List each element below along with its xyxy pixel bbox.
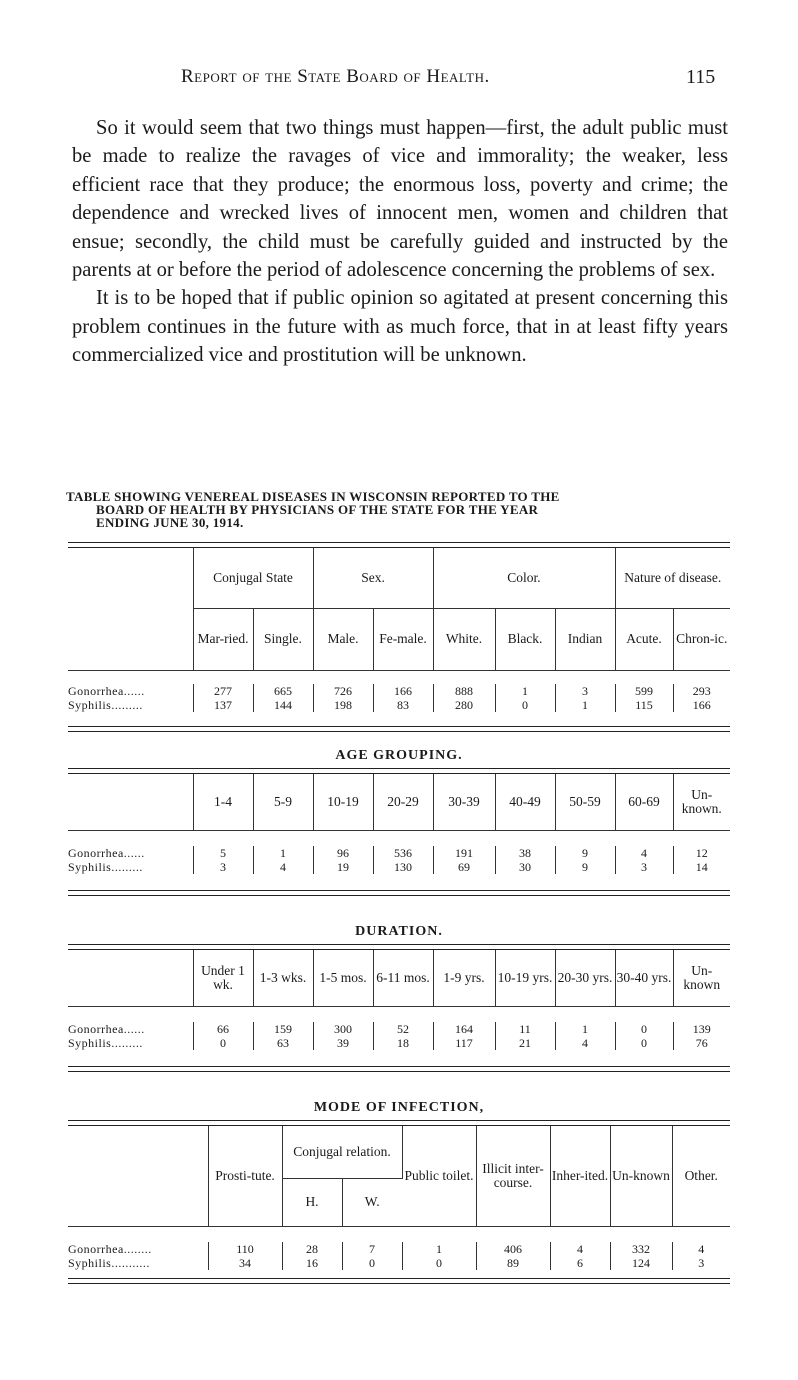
cell: 406 — [476, 1242, 550, 1256]
section-title: DURATION. — [355, 924, 443, 939]
group-color: Color. — [433, 548, 615, 608]
cell: 5 — [193, 846, 253, 860]
cell: 9 — [555, 846, 615, 860]
caption-line: ENDING JUNE 30, 1914. — [96, 515, 244, 530]
column-header: Illicit inter-course. — [476, 1126, 550, 1226]
table-row — [68, 1242, 730, 1256]
data-table — [68, 548, 730, 726]
column-header: White. — [433, 608, 495, 670]
cell: 130 — [373, 860, 433, 874]
column-header: 1-9 yrs. — [433, 950, 495, 1006]
table-row — [68, 860, 730, 874]
stub-cell — [68, 774, 193, 830]
cell: 4 — [698, 1241, 705, 1256]
cell: 300 — [313, 1022, 373, 1036]
cell: 4 — [550, 1242, 610, 1256]
cell: 332 — [610, 1242, 672, 1256]
cell: 280 — [433, 698, 495, 712]
cell: 166 — [373, 684, 433, 698]
table-row — [68, 684, 730, 698]
cell: 7 — [342, 1242, 402, 1256]
table-duration — [68, 924, 730, 1072]
cell: 3 — [193, 860, 253, 874]
column-header: 20-29 — [373, 774, 433, 830]
cell: 28 — [282, 1242, 342, 1256]
row-label: Gonorrhea...... — [68, 684, 193, 698]
column-header: Single. — [253, 608, 313, 670]
cell: 3 — [555, 684, 615, 698]
column-header: Mar-ried. — [193, 608, 253, 670]
cell: 0 — [342, 1256, 402, 1270]
cell: 89 — [476, 1256, 550, 1270]
cell: 34 — [208, 1256, 282, 1270]
column-header: Prosti-tute. — [208, 1126, 282, 1226]
row-label: Gonorrhea........ — [68, 1242, 208, 1256]
cell: 3 — [615, 860, 673, 874]
cell: 139 — [692, 1021, 711, 1036]
cell: 12 — [695, 845, 708, 860]
page-number: 115 — [686, 66, 716, 88]
group-conjugal-relation: Conjugal relation. — [282, 1126, 402, 1178]
cell: 6 — [550, 1256, 610, 1270]
cell: 83 — [373, 698, 433, 712]
cell: 16 — [282, 1256, 342, 1270]
cell: 4 — [615, 846, 673, 860]
paragraph: It is to be hoped that if public opinion so agitated at present concerning this problem continues in the future with as much force, that in at least fifty years commercialized vice and prostitution will be unknown. — [72, 287, 728, 367]
cell: 1 — [402, 1242, 476, 1256]
cell: 166 — [692, 697, 711, 712]
cell: 18 — [373, 1036, 433, 1050]
table-row — [68, 1036, 730, 1050]
column-header: H. — [282, 1178, 342, 1226]
caption-line: TABLE SHOWING VENEREAL DISEASES IN WISCONSIN REPORTED TO THE — [66, 489, 560, 504]
table-row — [68, 698, 730, 712]
cell: 0 — [615, 1036, 673, 1050]
cell: 4 — [555, 1036, 615, 1050]
cell: 0 — [615, 1022, 673, 1036]
cell: 293 — [692, 683, 711, 698]
column-header: Chron-ic. — [676, 631, 728, 646]
column-header: Under 1 wk. — [193, 950, 253, 1006]
data-table — [68, 950, 730, 1066]
cell: 888 — [433, 684, 495, 698]
cell: 52 — [373, 1022, 433, 1036]
cell: 9 — [555, 860, 615, 874]
table-mode-of-infection — [68, 1100, 730, 1284]
column-header: Public toilet. — [402, 1126, 476, 1226]
double-rule — [68, 1066, 730, 1072]
cell: 1 — [555, 1022, 615, 1036]
row-label: Syphilis......... — [68, 860, 193, 874]
column-header: 1-4 — [193, 774, 253, 830]
cell: 1 — [495, 684, 555, 698]
data-table — [68, 774, 730, 890]
cell: 21 — [495, 1036, 555, 1050]
column-header: Other. — [684, 1167, 718, 1183]
column-header: Un-known — [610, 1126, 672, 1226]
data-table — [68, 1126, 730, 1278]
cell: 1 — [555, 698, 615, 712]
column-header: 30-40 yrs. — [615, 950, 673, 1006]
column-header: 1-3 wks. — [253, 950, 313, 1006]
cell: 536 — [373, 846, 433, 860]
column-header: 40-49 — [495, 774, 555, 830]
row-label: Syphilis........... — [68, 1256, 208, 1270]
cell: 19 — [313, 860, 373, 874]
cell: 159 — [253, 1022, 313, 1036]
table-row — [68, 1022, 730, 1036]
cell: 726 — [313, 684, 373, 698]
group-conjugal-state: Conjugal State — [193, 548, 313, 608]
table-row — [68, 846, 730, 860]
column-header: Un-known. — [681, 786, 722, 816]
running-header — [0, 66, 798, 96]
table-conjugal-sex-color — [68, 542, 730, 732]
column-header: Un-known — [683, 962, 721, 992]
column-header: 30-39 — [433, 774, 495, 830]
cell: 0 — [495, 698, 555, 712]
column-header: W. — [364, 1194, 380, 1209]
cell: 124 — [610, 1256, 672, 1270]
row-label: Gonorrhea...... — [68, 846, 193, 860]
group-sex: Sex. — [313, 548, 433, 608]
cell: 63 — [253, 1036, 313, 1050]
cell: 14 — [695, 859, 708, 874]
cell: 144 — [253, 698, 313, 712]
cell: 599 — [615, 684, 673, 698]
column-header: Inher-ited. — [550, 1126, 610, 1226]
table-caption — [66, 490, 730, 529]
paragraph: So it would seem that two things must happen—first, the adult public must be made to realize the ravages of vice and immorality; the weaker, less efficient race that they produce; the enormous loss, poverty and crime; the dependence and wrecked lives of innocent men, women and children that ensue; secondly, the child must be carefully guided and instructed by the parents at or before the period of adolescence concerning the problems of sex. — [72, 117, 728, 282]
cell: 277 — [193, 684, 253, 698]
column-header: Acute. — [615, 608, 673, 670]
group-nature-of-disease: Nature of disease. — [615, 548, 730, 608]
stub-cell — [68, 1126, 208, 1226]
cell: 4 — [253, 860, 313, 874]
column-header: Indian — [555, 608, 615, 670]
stub-cell — [68, 548, 193, 670]
double-rule — [68, 890, 730, 896]
row-label: Gonorrhea...... — [68, 1022, 193, 1036]
cell: 198 — [313, 698, 373, 712]
cell: 0 — [402, 1256, 476, 1270]
double-rule — [68, 726, 730, 732]
column-header: Black. — [495, 608, 555, 670]
cell: 137 — [193, 698, 253, 712]
column-header: Male. — [313, 608, 373, 670]
cell: 115 — [615, 698, 673, 712]
column-header: 5-9 — [253, 774, 313, 830]
column-header: 10-19 yrs. — [495, 950, 555, 1006]
column-header: 6-11 mos. — [373, 950, 433, 1006]
cell: 117 — [433, 1036, 495, 1050]
cell: 38 — [495, 846, 555, 860]
column-header: 60-69 — [615, 774, 673, 830]
table-row — [68, 1256, 730, 1270]
report-title: Report of the State Board of Health. — [181, 66, 490, 87]
cell: 30 — [495, 860, 555, 874]
cell: 164 — [433, 1022, 495, 1036]
column-header: 1-5 mos. — [313, 950, 373, 1006]
cell: 96 — [313, 846, 373, 860]
cell: 0 — [193, 1036, 253, 1050]
row-label: Syphilis......... — [68, 1036, 193, 1050]
column-header: Fe-male. — [373, 608, 433, 670]
cell: 191 — [433, 846, 495, 860]
caption-line: BOARD OF HEALTH BY PHYSICIANS OF THE STATE FOR THE YEAR — [96, 502, 539, 517]
section-title: MODE OF INFECTION, — [313, 1100, 485, 1115]
column-header: 20-30 yrs. — [555, 950, 615, 1006]
column-header: 10-19 — [313, 774, 373, 830]
body-text — [72, 114, 728, 370]
cell: 66 — [193, 1022, 253, 1036]
cell: 110 — [208, 1242, 282, 1256]
table-age-grouping — [68, 748, 730, 896]
cell: 665 — [253, 684, 313, 698]
cell: 1 — [253, 846, 313, 860]
column-header: 50-59 — [555, 774, 615, 830]
double-rule — [68, 1278, 730, 1284]
cell: 69 — [433, 860, 495, 874]
cell: 76 — [695, 1035, 708, 1050]
cell: 11 — [495, 1022, 555, 1036]
cell: 39 — [313, 1036, 373, 1050]
row-label: Syphilis......... — [68, 698, 193, 712]
stub-cell — [68, 950, 193, 1006]
cell: 3 — [698, 1255, 705, 1270]
section-title: AGE GROUPING. — [335, 748, 463, 763]
